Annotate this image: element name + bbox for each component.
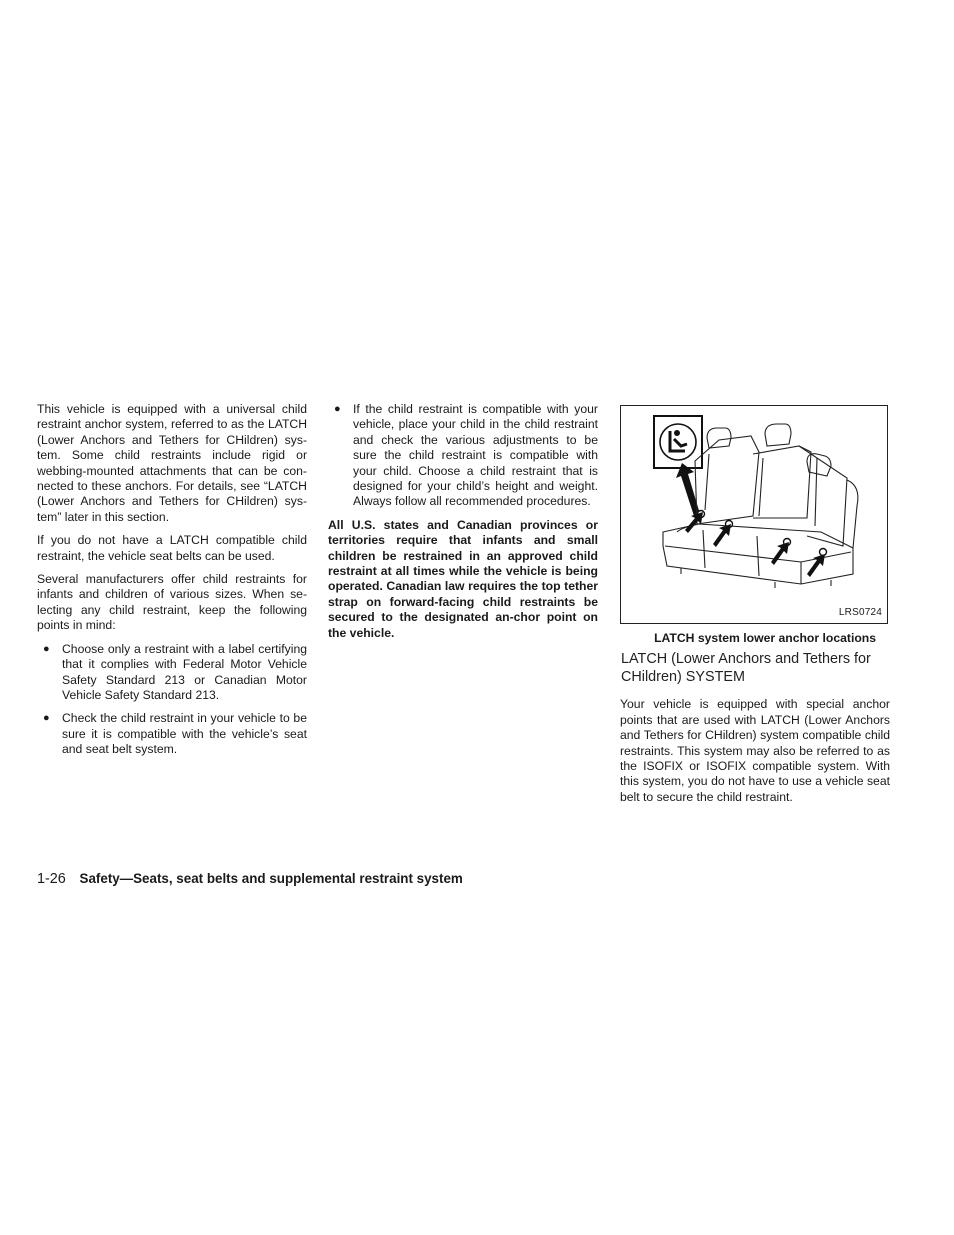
column-left bbox=[37, 402, 307, 766]
warning-paragraph: All U.S. states and Canadian provinces or territories require that infants and small children be restrained in an approved child restraint at all times while the vehicle is being operated. Canadian law requires the top tether strap on forward-facing child restraints be secured to the designated an-chor point on the vehicle. bbox=[328, 517, 598, 640]
latch-figure bbox=[620, 405, 888, 624]
bullet-icon: ● bbox=[43, 712, 50, 725]
column-right bbox=[620, 402, 890, 813]
bullet-icon: ● bbox=[334, 403, 341, 415]
list-item: ● If the child restraint is compatible with your vehicle, place your child in the child restraint and check the various adjustments to be sure the child restraint is compatible with your child. Choose a child restraint that is designed for your child’s height and weight. Always follow all recommended procedures. bbox=[334, 402, 598, 509]
figure-caption: LATCH system lower anchor locations bbox=[654, 631, 876, 645]
child-seat-icon bbox=[654, 416, 702, 468]
latch-paragraph: Your vehicle is equipped with special anchor points that are used with LATCH (Lower Anchors and Tethers for CHildren) system compatible child restraints. This system may also be referred to as the ISOFIX or ISOFIX compatible system. With this system, you do not have to use a vehicle seat belt to secure the child restraint. bbox=[620, 697, 890, 804]
list-item: ● Check the child restraint in your vehicle to be sure it is compatible with the vehicle’s seat and seat belt system. bbox=[43, 711, 307, 757]
page-number: 1-26 bbox=[37, 871, 66, 887]
page-footer bbox=[37, 871, 463, 887]
manufacturers-paragraph: Several manufacturers offer child restraints for infants and children of various sizes. When se-lecting any child restraint, keep the following points in mind: bbox=[37, 572, 307, 633]
rear-seat-illustration bbox=[621, 406, 889, 625]
figure-code: LRS0724 bbox=[838, 606, 882, 618]
seat-belt-paragraph: If you do not have a LATCH compatible child restraint, the vehicle seat belts can be used. bbox=[37, 533, 307, 563]
column-middle bbox=[328, 402, 598, 649]
bullet-list bbox=[328, 402, 598, 510]
intro-paragraph: This vehicle is equipped with a universal child restraint anchor system, referred to as the LATCH (Lower Anchors and Tethers for CHildren) sys-tem. Some child restraints include rigid or webbing-mounted attachments that can be con-nected to these anchors. For details, see “LATCH (Lower Anchors and Tethers for CHildren) sys-tem” later in this section. bbox=[37, 402, 307, 524]
section-heading: LATCH (Lower Anchors and Tethers for CHildren) SYSTEM bbox=[621, 651, 871, 686]
list-item: ● Choose only a restraint with a label certifying that it complies with Federal Motor Vehicle Safety Standard 213 or Canadian Motor Vehicle Safety Standard 213. bbox=[43, 641, 307, 702]
bullet-list bbox=[37, 642, 307, 758]
bullet-icon: ● bbox=[43, 642, 50, 655]
section-title: Safety—Seats, seat belts and supplemental restraint system bbox=[79, 871, 463, 886]
